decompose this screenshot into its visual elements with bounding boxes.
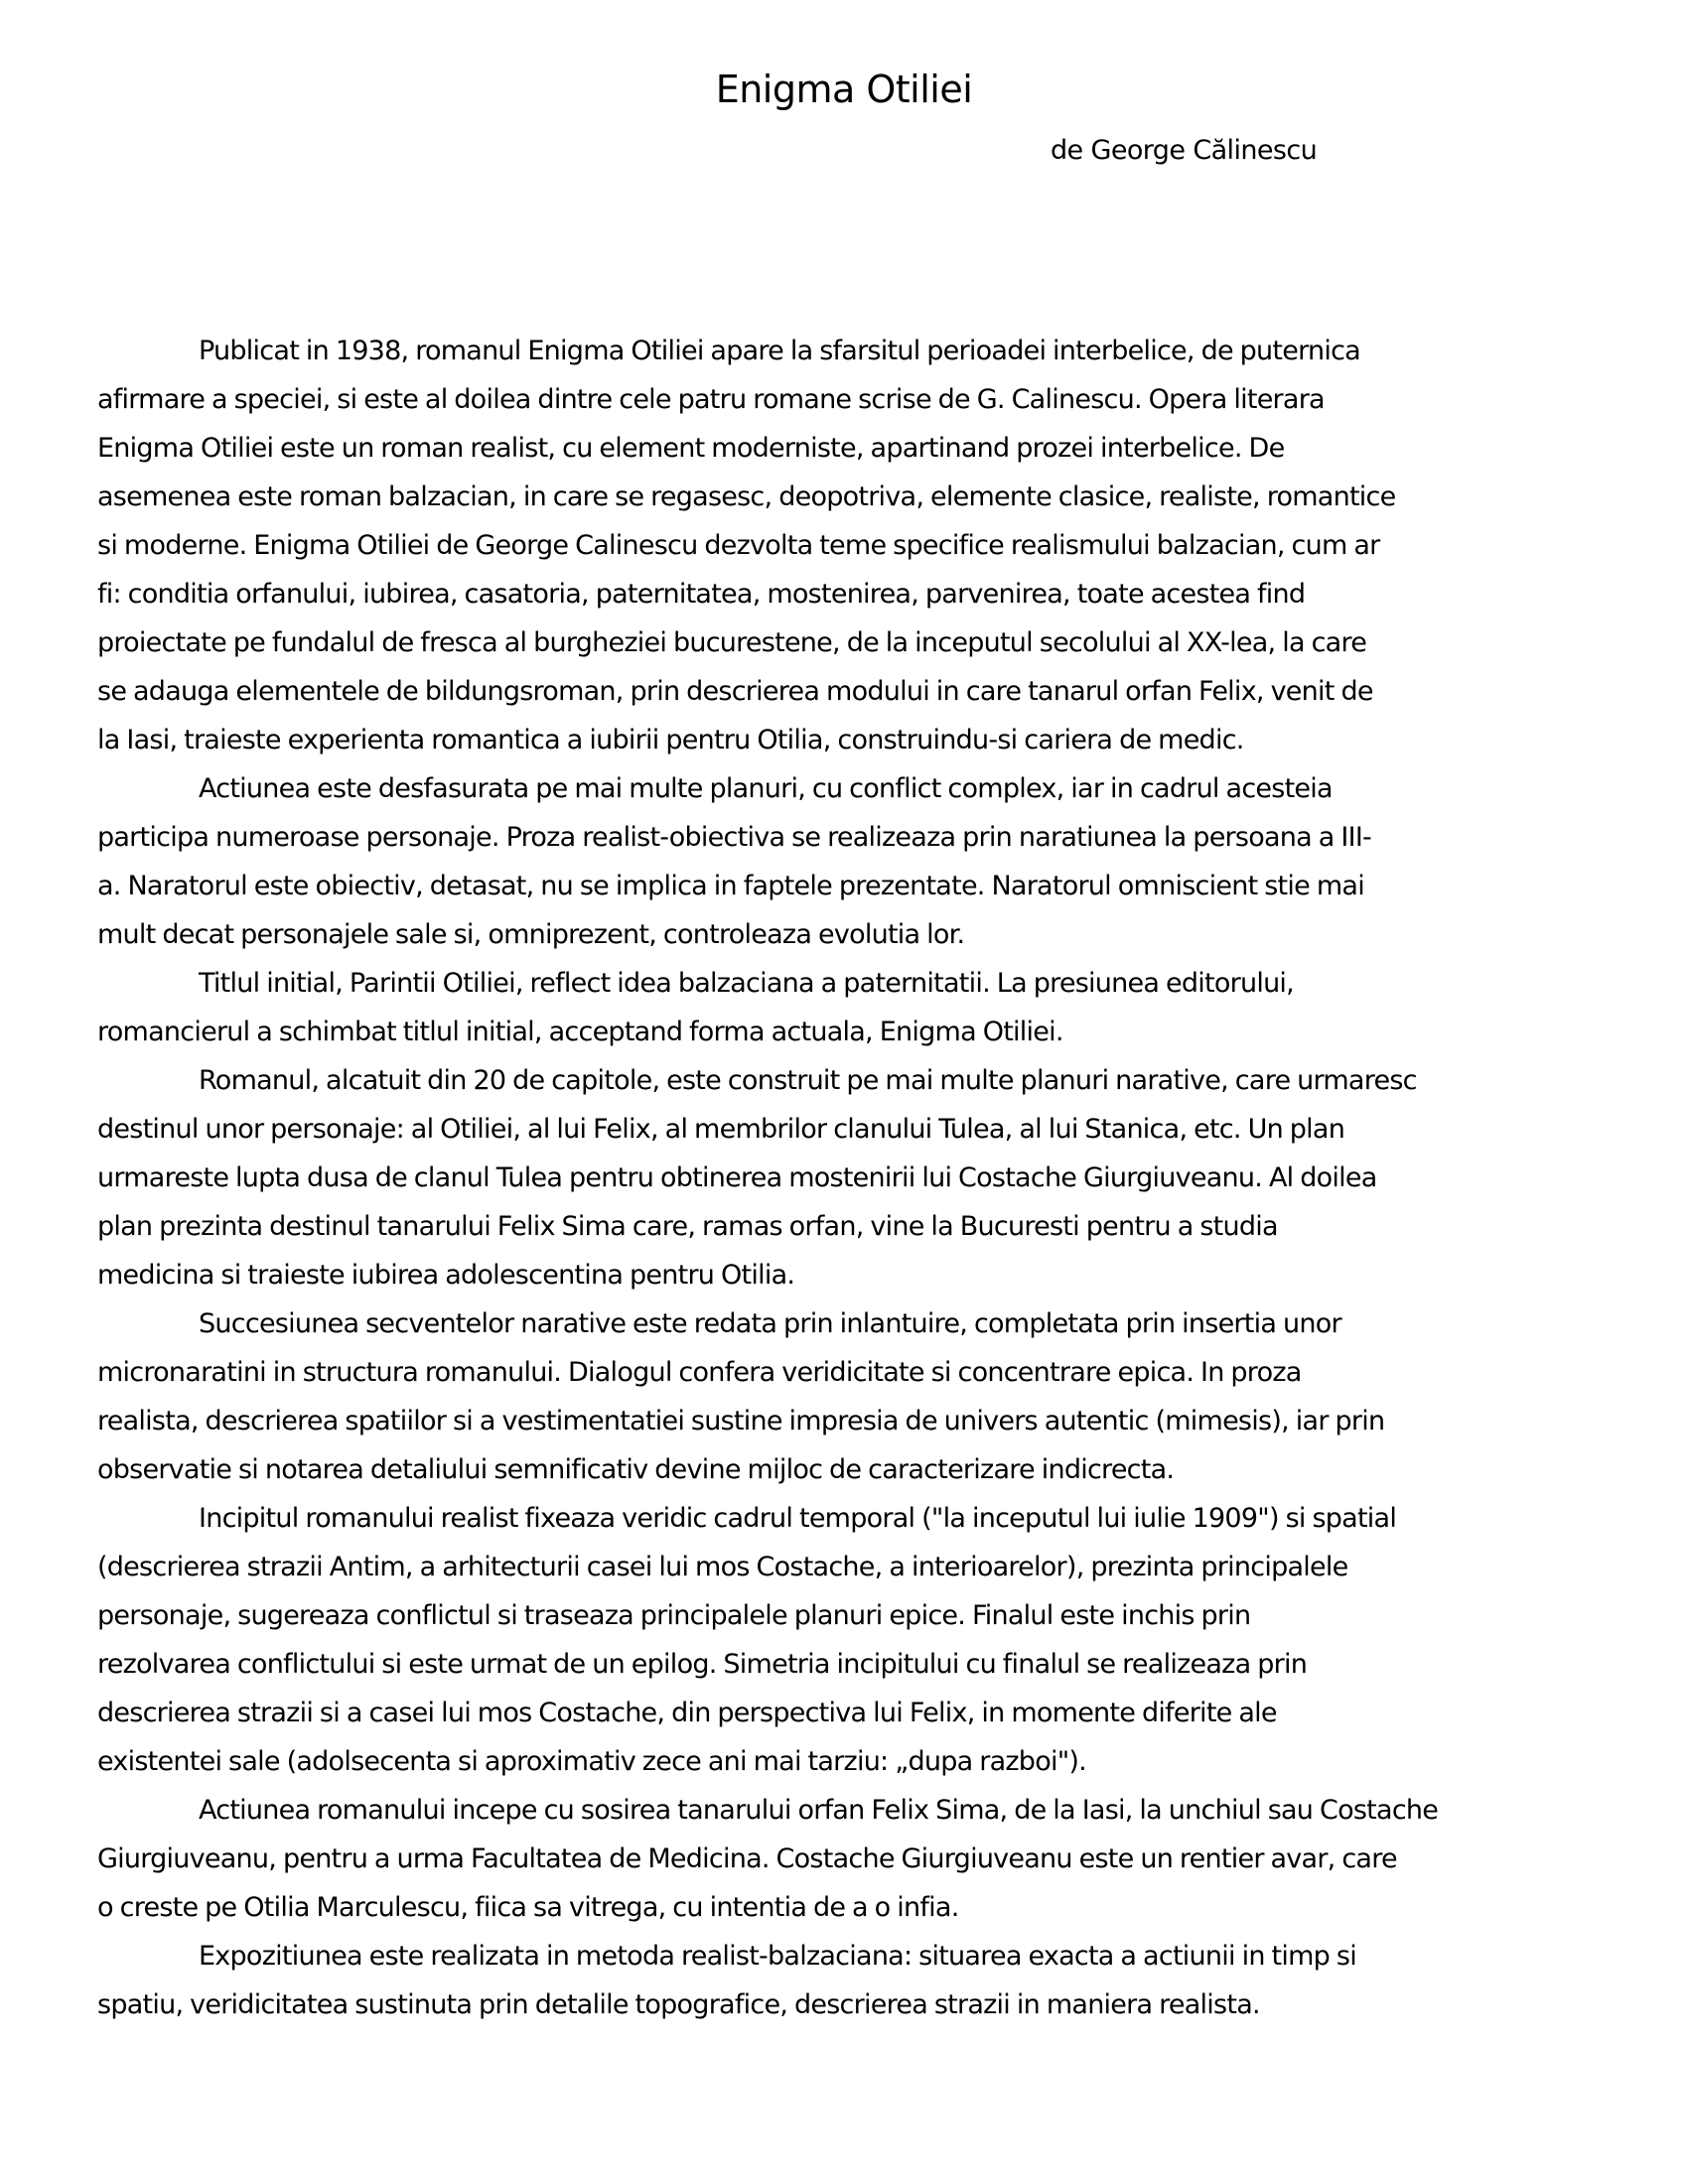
paragraph	[97, 1056, 1607, 1299]
paragraph-line: o creste pe Otilia Marculescu, fiica sa vitrega, cu intentia de a o infia.	[97, 1892, 959, 1923]
paragraph-line: la Iasi, traieste experienta romantica a iubirii pentru Otilia, construindu-si cariera de medic.	[97, 725, 1244, 755]
paragraph-line: observatie si notarea detaliului semnificativ devine mijloc de caracterizare indicrecta.	[97, 1454, 1175, 1485]
document-title-text: Enigma Otiliei	[715, 68, 973, 111]
paragraph	[97, 1786, 1607, 1932]
paragraph	[97, 1299, 1607, 1494]
paragraph	[97, 1932, 1607, 2029]
paragraph-line: urmareste lupta dusa de clanul Tulea pentru obtinerea mostenirii lui Costache Giurgiuveanu. Al doilea	[97, 1162, 1377, 1193]
paragraph-first-line: Publicat in 1938, romanul Enigma Otiliei apare la sfarsitul perioadei interbelice, de puternica	[199, 336, 1360, 366]
paragraph	[97, 959, 1607, 1056]
paragraph-line: personaje, sugereaza conflictul si traseaza principalele planuri epice. Finalul este inchis prin	[97, 1600, 1251, 1631]
document-author: de George Călinescu	[1051, 135, 1318, 166]
paragraph-line: fi: conditia orfanului, iubirea, casatoria, paternitatea, mostenirea, parvenirea, toate acestea find	[97, 579, 1306, 610]
paragraph-first-line: Titlul initial, Parintii Otiliei, reflect idea balzaciana a paternitatii. La presiunea editorului,	[199, 968, 1295, 999]
paragraph	[97, 764, 1607, 959]
paragraph-line: Giurgiuveanu, pentru a urma Facultatea de Medicina. Costache Giurgiuveanu este un rentier avar, care	[97, 1843, 1397, 1874]
paragraph-first-line: Incipitul romanului realist fixeaza veridic cadrul temporal ("la inceputul lui iulie 1909") si spatial	[199, 1503, 1397, 1534]
paragraph-line: rezolvarea conflictului si este urmat de un epilog. Simetria incipitului cu finalul se realizeaza prin	[97, 1649, 1308, 1680]
paragraph-line: proiectate pe fundalul de fresca al burgheziei bucurestene, de la inceputul secolului al XX-lea, la care	[97, 627, 1367, 658]
paragraph-line: medicina si traieste iubirea adolescentina pentru Otilia.	[97, 1260, 795, 1291]
paragraph-line: asemenea este roman balzacian, in care se regasesc, deopotriva, elemente clasice, realiste, romantice	[97, 481, 1396, 512]
paragraph-line: romancierul a schimbat titlul initial, acceptand forma actuala, Enigma Otiliei.	[97, 1017, 1063, 1047]
paragraph-line: a. Naratorul este obiectiv, detasat, nu se implica in faptele prezentate. Naratorul omniscient stie mai	[97, 871, 1364, 901]
paragraph-line: destinul unor personaje: al Otiliei, al lui Felix, al membrilor clanului Tulea, al lui Stanica, etc. Un plan	[97, 1114, 1345, 1145]
paragraph-line: realista, descrierea spatiilor si a vestimentatiei sustine impresia de univers autentic (mimesis), iar prin	[97, 1406, 1385, 1436]
paragraph-line: spatiu, veridicitatea sustinuta prin detalile topografice, descrierea strazii in maniera realista.	[97, 1989, 1260, 2020]
paragraph-first-line: Succesiunea secventelor narative este redata prin inlantuire, completata prin insertia unor	[199, 1308, 1341, 1339]
paragraph-first-line: Actiunea romanului incepe cu sosirea tanarului orfan Felix Sima, de la Iasi, la unchiul sau Costache	[199, 1795, 1439, 1826]
paragraph-first-line: Romanul, alcatuit din 20 de capitole, este construit pe mai multe planuri narative, care urmaresc	[199, 1065, 1417, 1096]
paragraph-line: existentei sale (adolsecenta si aproximativ zece ani mai tarziu: „dupa razboi").	[97, 1746, 1086, 1777]
paragraph	[97, 327, 1607, 764]
paragraph-line: Enigma Otiliei este un roman realist, cu element moderniste, apartinand prozei interbelice. De	[97, 433, 1285, 464]
document-title	[0, 66, 1688, 113]
paragraph-first-line: Actiunea este desfasurata pe mai multe planuri, cu conflict complex, iar in cadrul acesteia	[199, 773, 1333, 804]
paragraph-line: plan prezinta destinul tanarului Felix Sima care, ramas orfan, vine la Bucuresti pentru a studia	[97, 1211, 1278, 1242]
paragraph-line: (descrierea strazii Antim, a arhitecturii casei lui mos Costache, a interioarelor), prezinta principalele	[97, 1552, 1348, 1582]
document-body	[97, 327, 1607, 2029]
paragraph-line: si moderne. Enigma Otiliei de George Calinescu dezvolta teme specifice realismului balzacian, cum ar	[97, 530, 1380, 561]
paragraph-first-line: Expozitiunea este realizata in metoda realist-balzaciana: situarea exacta a actiunii in timp si	[199, 1941, 1356, 1972]
paragraph-line: afirmare a speciei, si este al doilea dintre cele patru romane scrise de G. Calinescu. Opera literara	[97, 384, 1325, 415]
paragraph	[97, 1494, 1607, 1786]
paragraph-line: mult decat personajele sale si, omniprezent, controleaza evolutia lor.	[97, 919, 965, 950]
paragraph-line: se adauga elementele de bildungsroman, prin descrierea modului in care tanarul orfan Felix, venit de	[97, 676, 1373, 707]
paragraph-line: participa numeroase personaje. Proza realist-obiectiva se realizeaza prin naratiunea la persoana a III-	[97, 822, 1372, 853]
paragraph-line: micronaratini in structura romanului. Dialogul confera veridicitate si concentrare epica. In proza	[97, 1357, 1302, 1388]
paragraph-line: descrierea strazii si a casei lui mos Costache, din perspectiva lui Felix, in momente diferite ale	[97, 1698, 1277, 1728]
